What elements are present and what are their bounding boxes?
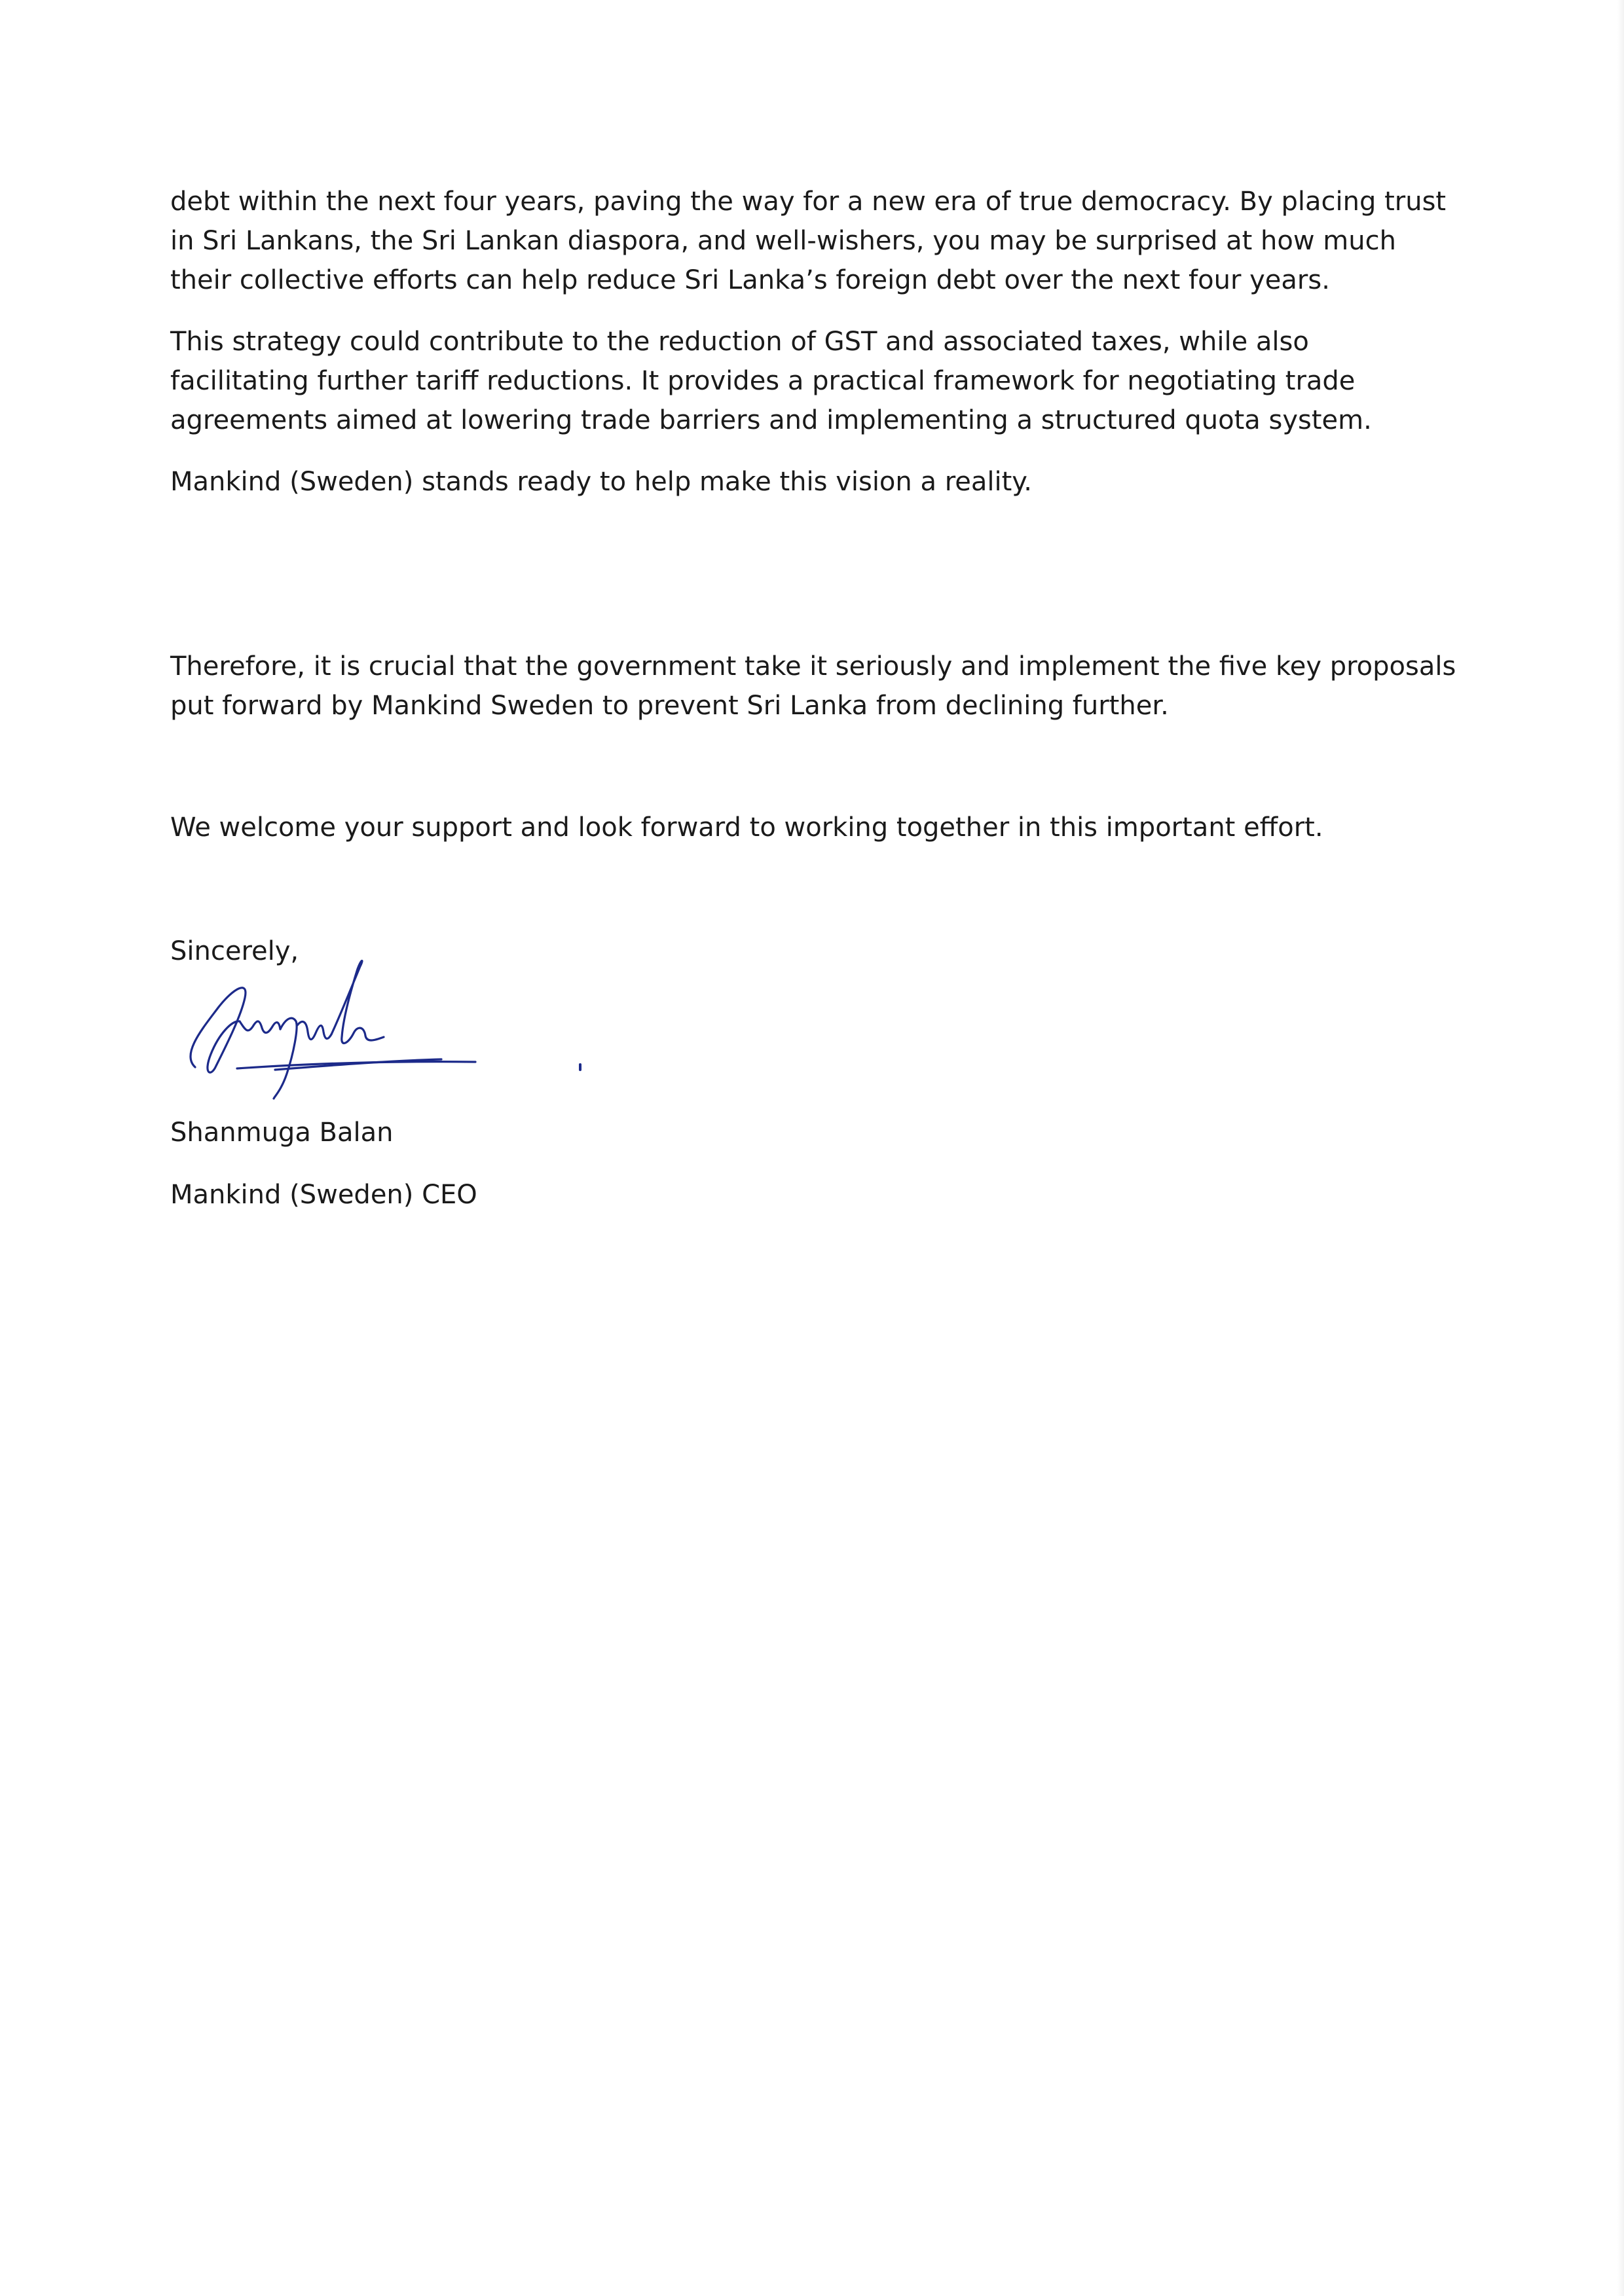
paragraph-line: This strategy could contribute to the reduction of GST and associated taxes, while also xyxy=(170,327,1309,357)
paragraph-strategy xyxy=(170,322,1454,440)
paragraph-welcome xyxy=(170,808,1454,847)
paragraph-line: Mankind (Sweden) stands ready to help make this vision a reality. xyxy=(170,467,1032,497)
scan-edge-shadow xyxy=(1617,0,1624,2296)
signer-title-text: Mankind (Sweden) CEO xyxy=(170,1180,477,1210)
paragraph-line: in Sri Lankans, the Sri Lankan diaspora, and well-wishers, you may be surprised at how much xyxy=(170,226,1396,256)
paragraph-debt xyxy=(170,182,1454,300)
signer-name xyxy=(170,1113,1454,1152)
paragraph-line: put forward by Mankind Sweden to prevent Sri Lanka from declining further. xyxy=(170,691,1169,721)
paragraph-line: Therefore, it is crucial that the government take it seriously and implement the five key proposals xyxy=(170,651,1456,682)
paragraph-line: agreements aimed at lowering trade barriers and implementing a structured quota system. xyxy=(170,405,1372,435)
paragraph-line: their collective efforts can help reduce Sri Lanka’s foreign debt over the next four years. xyxy=(170,265,1330,295)
paragraph-vision xyxy=(170,462,1454,501)
signer-title xyxy=(170,1175,1454,1214)
paragraph-line: We welcome your support and look forward to working together in this important effort. xyxy=(170,812,1323,843)
handwritten-signature xyxy=(177,956,478,1106)
paragraph-line: debt within the next four years, paving the way for a new era of true democracy. By placing trust xyxy=(170,187,1447,217)
closing-text: Sincerely, xyxy=(170,936,299,966)
signer-name-text: Shanmuga Balan xyxy=(170,1118,394,1148)
ink-speck xyxy=(579,1063,581,1071)
paragraph-proposals xyxy=(170,647,1454,725)
paragraph-line: facilitating further tariff reductions. It provides a practical framework for negotiating trade xyxy=(170,366,1356,396)
